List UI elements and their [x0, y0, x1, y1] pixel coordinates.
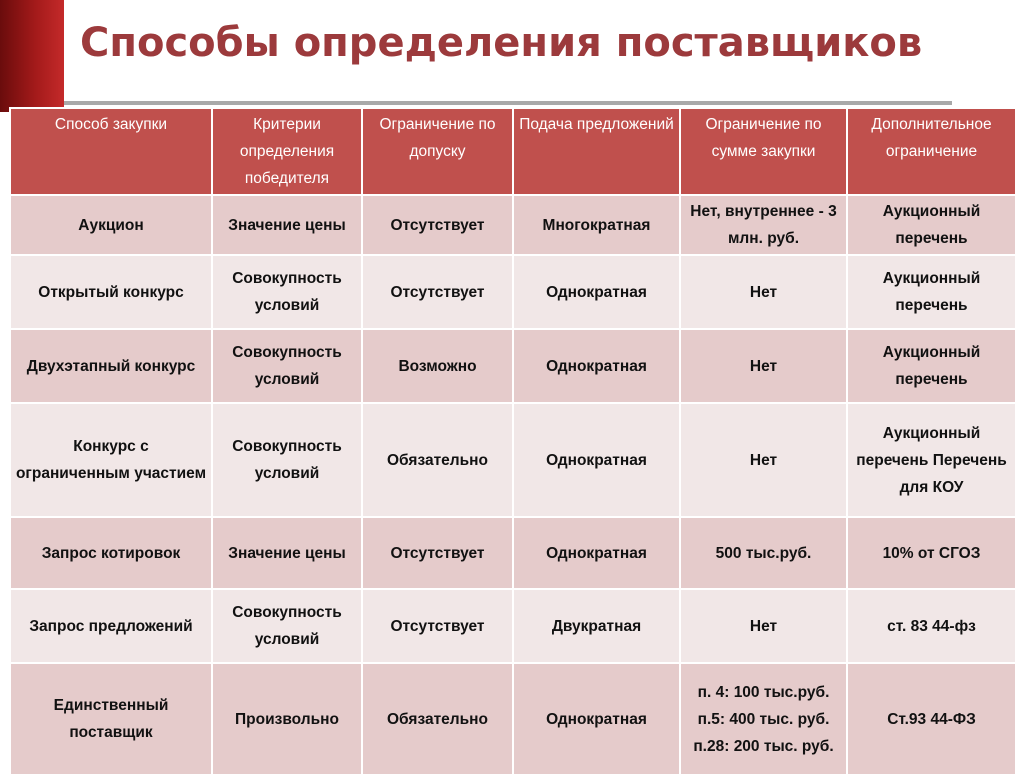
cell-method: Единственный поставщик [10, 663, 212, 775]
cell-extra: ст. 83 44-фз [847, 589, 1016, 663]
cell-criteria: Совокупность условий [212, 255, 362, 329]
cell-method: Открытый конкурс [10, 255, 212, 329]
cell-amount-limit: Нет [680, 329, 847, 403]
cell-criteria: Значение цены [212, 195, 362, 255]
cell-amount-limit: Нет [680, 255, 847, 329]
cell-amount-limit: Нет, внутреннее - 3 млн. руб. [680, 195, 847, 255]
cell-amount-limit: Нет [680, 403, 847, 517]
cell-submission: Многократная [513, 195, 680, 255]
cell-extra: Аукционный перечень [847, 329, 1016, 403]
title-divider [64, 101, 952, 105]
table-row [10, 517, 1016, 589]
cell-method: Запрос котировок [10, 517, 212, 589]
cell-submission: Двукратная [513, 589, 680, 663]
header-method: Способ закупки [10, 108, 212, 195]
cell-criteria: Совокупность условий [212, 589, 362, 663]
cell-criteria: Совокупность условий [212, 329, 362, 403]
cell-method: Конкурс с ограниченным участием [10, 403, 212, 517]
cell-submission: Однократная [513, 329, 680, 403]
table-row [10, 663, 1016, 775]
table-row [10, 329, 1016, 403]
cell-extra: Ст.93 44-ФЗ [847, 663, 1016, 775]
cell-submission: Однократная [513, 255, 680, 329]
cell-submission: Однократная [513, 517, 680, 589]
cell-admission: Отсутствует [362, 589, 513, 663]
page-title: Способы определения поставщиков [80, 20, 923, 66]
suppliers-table [9, 107, 1017, 776]
header-admission: Ограничение по допуску [362, 108, 513, 195]
cell-extra: 10% от СГОЗ [847, 517, 1016, 589]
accent-bar [0, 0, 64, 112]
cell-admission: Отсутствует [362, 517, 513, 589]
cell-method: Запрос предложений [10, 589, 212, 663]
table-row [10, 195, 1016, 255]
cell-extra: Аукционный перечень [847, 255, 1016, 329]
header-criteria: Критерии определения победителя [212, 108, 362, 195]
table-row [10, 255, 1016, 329]
cell-submission: Однократная [513, 403, 680, 517]
cell-extra: Аукционный перечень [847, 195, 1016, 255]
cell-criteria: Произвольно [212, 663, 362, 775]
cell-admission: Отсутствует [362, 255, 513, 329]
cell-admission: Обязательно [362, 403, 513, 517]
header-row [10, 108, 1016, 195]
cell-extra: Аукционный перечень Перечень для КОУ [847, 403, 1016, 517]
cell-admission: Отсутствует [362, 195, 513, 255]
cell-amount-limit: Нет [680, 589, 847, 663]
cell-amount-limit: п. 4: 100 тыс.руб. п.5: 400 тыс. руб. п.28: 200 тыс. руб. [680, 663, 847, 775]
cell-criteria: Значение цены [212, 517, 362, 589]
header-amount-limit: Ограничение по сумме закупки [680, 108, 847, 195]
cell-admission: Возможно [362, 329, 513, 403]
cell-method: Двухэтапный конкурс [10, 329, 212, 403]
table-row [10, 589, 1016, 663]
cell-amount-limit: 500 тыс.руб. [680, 517, 847, 589]
header-extra: Дополнительное ограничение [847, 108, 1016, 195]
cell-submission: Однократная [513, 663, 680, 775]
header-submission: Подача предложений [513, 108, 680, 195]
cell-criteria: Совокупность условий [212, 403, 362, 517]
table-row [10, 403, 1016, 517]
cell-admission: Обязательно [362, 663, 513, 775]
cell-method: Аукцион [10, 195, 212, 255]
